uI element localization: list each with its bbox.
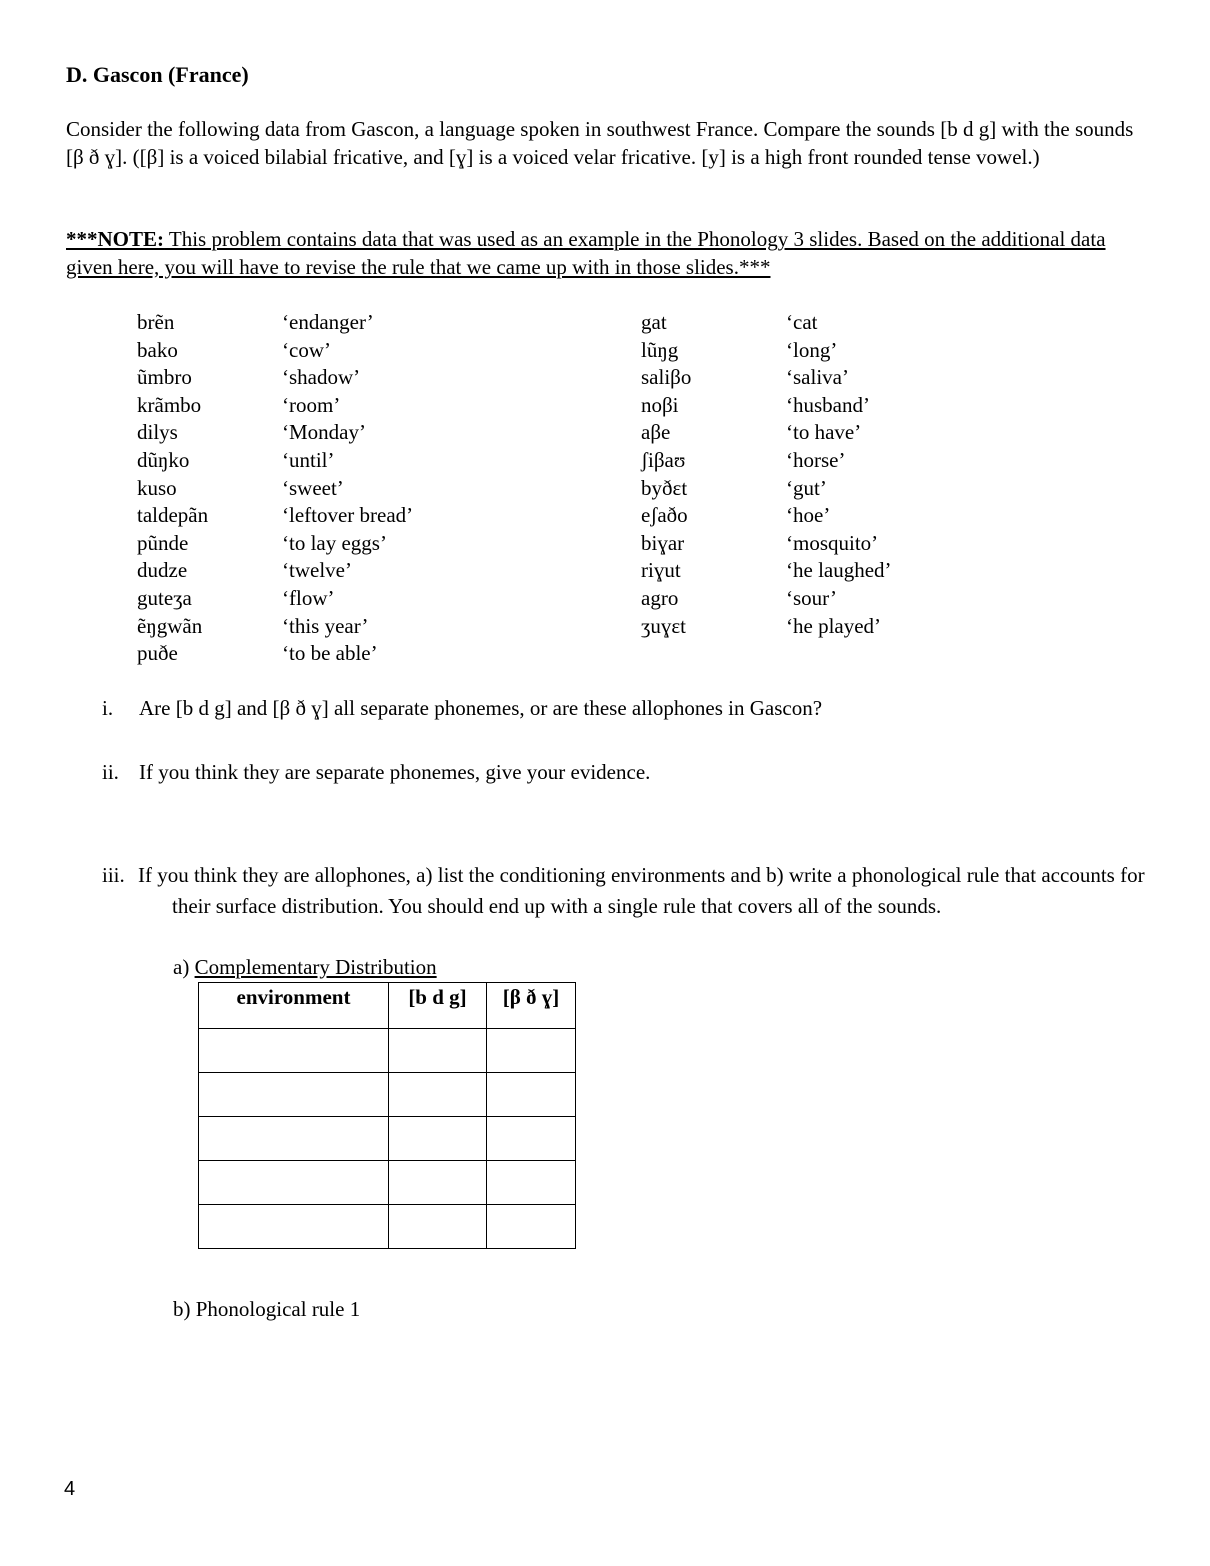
data-word: ʒuɣɛt: [641, 613, 686, 638]
data-word: dilys: [137, 420, 178, 445]
data-gloss: ‘sour’: [786, 585, 837, 610]
table-caption-text: a) Complementary Distribution: [173, 955, 437, 979]
data-gloss: ‘he played’: [786, 613, 882, 638]
data-gloss: ‘mosquito’: [786, 530, 879, 555]
data-word: kuso: [137, 475, 177, 500]
data-word: puðe: [137, 641, 178, 666]
table-row: [199, 1161, 576, 1205]
question-2-text: If you think they are separate phonemes, give your evidence.: [139, 760, 651, 784]
page-number: 4: [64, 1478, 76, 1500]
data-gloss: ‘to be able’: [282, 641, 378, 666]
data-gloss: ‘until’: [282, 447, 335, 472]
data-gloss: ‘Monday’: [282, 420, 366, 445]
question-2-number: ii.: [102, 760, 119, 784]
data-word: agro: [641, 585, 679, 610]
question-1-number: i.: [102, 696, 114, 720]
question-3-text: If you think they are allophones, a) list the conditioning environments and b) write a phonological rule that accounts for their surface distribution. You should end up with a single rule that covers all of the sounds.: [138, 863, 1145, 918]
table-row: [199, 1073, 576, 1117]
header-stops: [b d g]: [389, 983, 487, 1029]
data-word: pũnde: [137, 530, 189, 555]
data-word: ʃiβaʊ: [641, 447, 686, 472]
table-row: [199, 1029, 576, 1073]
stops-cell[interactable]: [389, 1117, 487, 1161]
header-environment: environment: [199, 983, 389, 1029]
question-3: [102, 860, 1162, 922]
data-word: dũŋko: [137, 447, 190, 472]
data-word: aβe: [641, 420, 671, 445]
data-word: saliβo: [641, 365, 692, 390]
environment-cell[interactable]: [199, 1073, 389, 1117]
table-caption: [173, 955, 437, 980]
data-gloss: ‘hoe’: [786, 503, 831, 528]
data-gloss: ‘saliva’: [786, 365, 849, 390]
fricatives-cell[interactable]: [487, 1205, 576, 1249]
data-gloss: ‘cow’: [282, 337, 331, 362]
table-row: [199, 1117, 576, 1161]
data-gloss: ‘flow’: [282, 585, 335, 610]
data-gloss: ‘twelve’: [282, 558, 352, 583]
data-gloss: ‘gut’: [786, 475, 827, 500]
data-gloss: ‘he laughed’: [786, 558, 892, 583]
data-word: guteʒa: [137, 585, 192, 610]
data-gloss: ‘sweet’: [282, 475, 344, 500]
data-word: taldepãn: [137, 503, 209, 528]
header-fricatives: [β ð ɣ]: [487, 983, 576, 1029]
data-gloss: ‘endanger’: [282, 310, 374, 334]
question-2: [102, 757, 1102, 788]
fricatives-cell[interactable]: [487, 1161, 576, 1205]
environment-cell[interactable]: [199, 1205, 389, 1249]
complementary-distribution-table: [198, 982, 576, 1249]
data-word: dudze: [137, 558, 188, 583]
data-word: krãmbo: [137, 392, 202, 417]
question-1: [102, 693, 1102, 724]
data-word: brẽn: [137, 310, 175, 334]
stops-cell[interactable]: [389, 1073, 487, 1117]
note-label: ***NOTE:: [66, 227, 165, 251]
data-gloss: ‘horse’: [786, 447, 846, 472]
rule-label: b) Phonological rule 1: [173, 1297, 361, 1321]
data-word: gat: [641, 310, 667, 334]
note-text: This problem contains data that was used as an example in the Phonology 3 slides. Based on the additional data given here, you will have to revise the rule that we came up with in those slides.***: [66, 227, 1106, 279]
data-word: byðɛt: [641, 475, 688, 500]
left-words-column: [137, 309, 208, 668]
data-word: noβi: [641, 392, 679, 417]
environment-cell[interactable]: [199, 1161, 389, 1205]
environment-cell[interactable]: [199, 1117, 389, 1161]
table-header-row: [199, 983, 576, 1029]
left-glosses-column: [282, 309, 413, 668]
stops-cell[interactable]: [389, 1029, 487, 1073]
environment-cell[interactable]: [199, 1029, 389, 1073]
fricatives-cell[interactable]: [487, 1029, 576, 1073]
stops-cell[interactable]: [389, 1161, 487, 1205]
data-gloss: ‘leftover bread’: [282, 503, 414, 528]
data-gloss: ‘to lay eggs’: [282, 530, 387, 555]
right-words-column: [641, 309, 691, 640]
question-3-number: iii.: [102, 863, 125, 887]
section-title: D. Gascon (France): [66, 62, 249, 87]
data-gloss: ‘to have’: [786, 420, 862, 445]
data-word: biɣar: [641, 530, 685, 555]
data-word: eʃaðo: [641, 503, 688, 528]
fricatives-cell[interactable]: [487, 1117, 576, 1161]
data-word: bako: [137, 337, 178, 362]
data-gloss: ‘long’: [786, 337, 838, 362]
data-gloss: ‘shadow’: [282, 365, 361, 390]
question-1-text: Are [b d g] and [β ð ɣ] all separate phonemes, or are these allophones in Gascon?: [139, 696, 823, 720]
fricatives-cell[interactable]: [487, 1073, 576, 1117]
data-word: ũmbro: [137, 365, 192, 390]
data-word: ẽŋgwãn: [137, 613, 203, 638]
data-gloss: ‘room’: [282, 392, 341, 417]
data-gloss: ‘this year’: [282, 613, 369, 638]
note-paragraph: [66, 226, 1156, 281]
data-word: riɣut: [641, 558, 681, 583]
right-glosses-column: [786, 309, 892, 640]
intro-paragraph: Consider the following data from Gascon, a language spoken in southwest France. Compare the sounds [b d g] with the sounds [β ð ɣ]. ([β] is a voiced bilabial fricative, and [ɣ] is a voiced velar fricative. [y] is a high front rounded tense vowel.): [66, 117, 1134, 169]
table-row: [199, 1205, 576, 1249]
data-gloss: ‘cat: [786, 310, 818, 334]
stops-cell[interactable]: [389, 1205, 487, 1249]
data-gloss: ‘husband’: [786, 392, 870, 417]
data-word: lũŋg: [641, 337, 679, 362]
